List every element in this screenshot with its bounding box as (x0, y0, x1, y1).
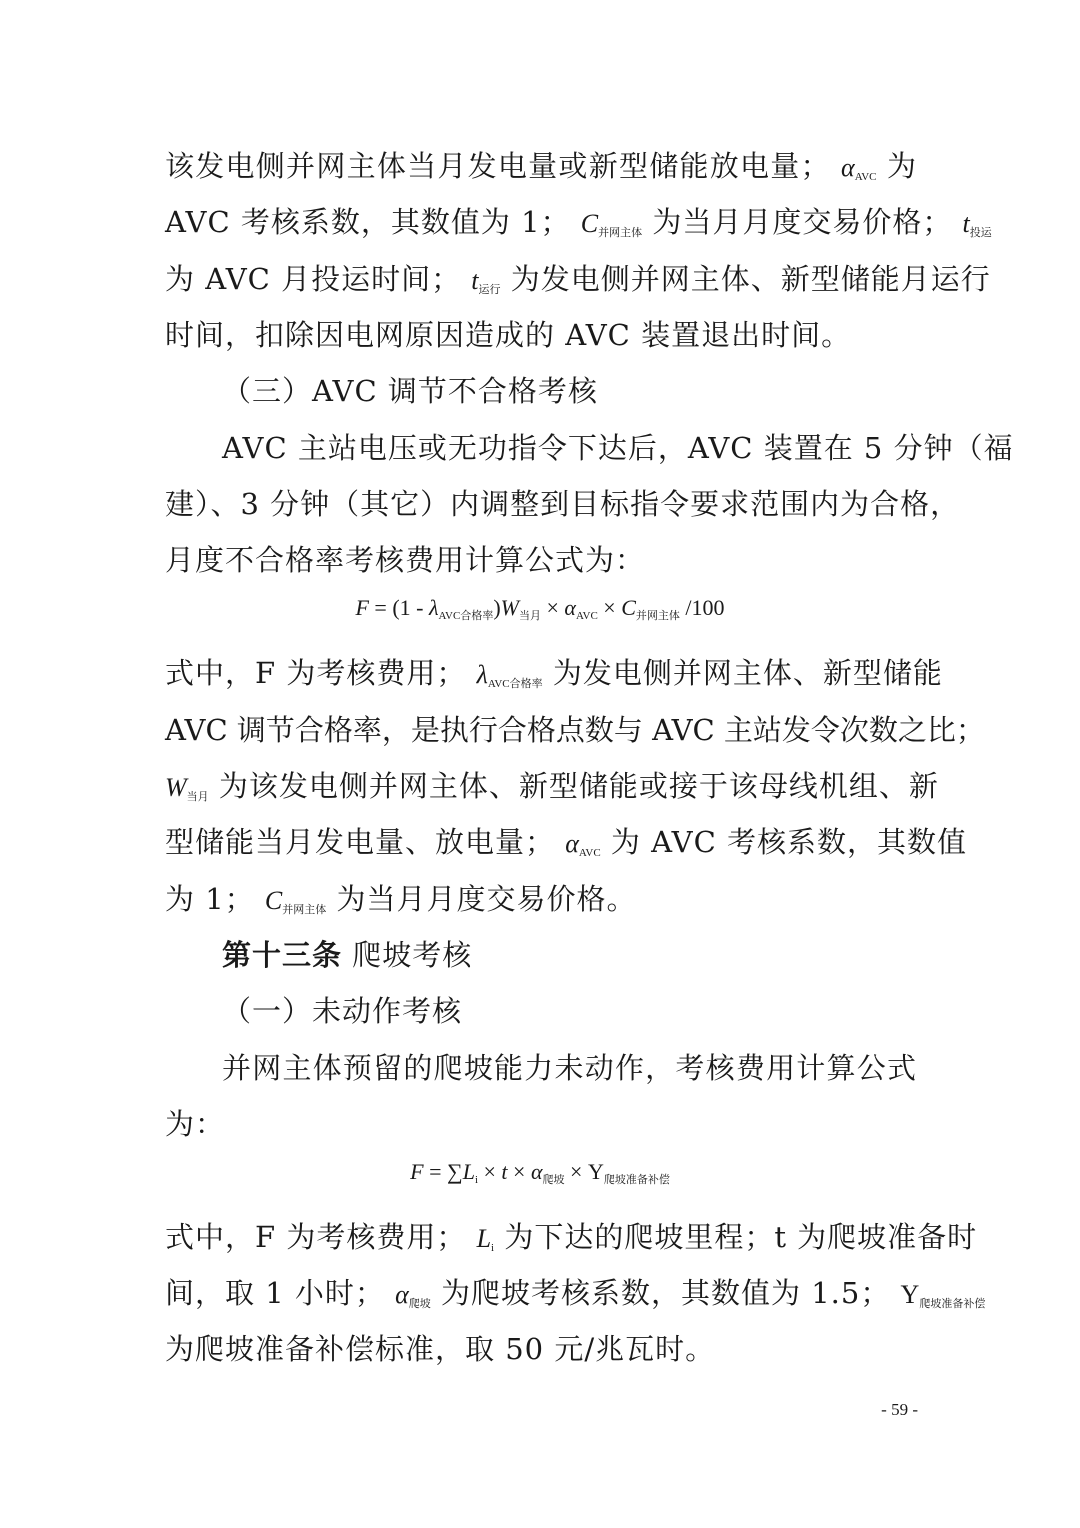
paragraph-line: 建）、3 分钟（其它）内调整到目标指令要求范围内为合格， (165, 487, 961, 521)
math-symbol: $\alpha_{AVC}$ (841, 153, 877, 183)
paragraph-line: AVC 主站电压或无功指令下达后，AVC 装置在 5 分钟（福 (222, 431, 1014, 465)
paragraph-line (165, 758, 939, 814)
section-heading: （三）AVC 调节不合格考核 (222, 374, 598, 408)
page-number: - 59 - (881, 1400, 918, 1419)
paragraph-line (165, 251, 991, 307)
paragraph-line (165, 194, 992, 250)
text-run: 为发电侧并网主体、新型储能月运行 (510, 262, 991, 296)
text-run: 为 AVC 考核系数，其数值 (610, 825, 967, 859)
math-symbol: $\alpha_{AVC}$ (565, 829, 601, 859)
section-heading: （一）未动作考核 (222, 994, 463, 1028)
paragraph-line (165, 645, 943, 701)
text-run: 为该发电侧并网主体、新型储能或接于该母线机组、新 (218, 769, 939, 803)
text-run: 式中，F 为考核费用； (165, 656, 467, 690)
text-run: 为发电侧并网主体、新型储能 (552, 656, 943, 690)
formula-avc-assessment: $F = (1 - \lambda_{AVC合格率})W_{当月} \times \alpha_{AVC} \times C_{并网主体}$ /100 (355, 595, 725, 622)
math-symbol: $C_{并网主体}$ (264, 886, 327, 916)
article-heading (222, 927, 917, 983)
math-symbol: $L_i$ (476, 1224, 495, 1254)
text-run: 为当月月度交易价格。 (336, 882, 637, 916)
paragraph-line (165, 138, 917, 194)
text-run: 为当月月度交易价格； (652, 205, 953, 239)
math-symbol: $t_{投运}$ (962, 209, 992, 239)
paragraph-line: 并网主体预留的爬坡能力未动作，考核费用计算公式 (222, 1051, 917, 1085)
math-symbol: $C_{并网主体}$ (580, 209, 643, 239)
text-run: 为下达的爬坡里程；t 为爬坡准备时 (504, 1220, 978, 1254)
article-title: 爬坡考核 (352, 938, 473, 972)
math-symbol: $t_{运行}$ (471, 266, 501, 296)
text-run: 间，取 1 小时； (165, 1276, 385, 1310)
math-symbol: $Y_{爬坡准备补偿}$ (900, 1280, 986, 1310)
math-symbol: $W_{当月}$ (165, 773, 209, 803)
text-run: 为爬坡考核系数，其数值为 1.5； (440, 1276, 891, 1310)
paragraph-line: 为爬坡准备补偿标准，取 50 元/兆瓦时。 (165, 1332, 716, 1366)
paragraph-line: 为： (165, 1107, 226, 1141)
math-symbol: $\alpha_{爬坡}$ (395, 1280, 431, 1310)
text-run: 式中，F 为考核费用； (165, 1220, 467, 1254)
paragraph-line (165, 1209, 978, 1265)
paragraph-line (165, 871, 917, 927)
formula-ramp-assessment: $F = \sum L_i \times t \times \alpha_{爬坡} \times Y_{爬坡准备补偿}$ (410, 1159, 670, 1186)
text-run: 为 1； (165, 882, 255, 916)
text-run: 该发电侧并网主体当月发电量或新型储能放电量； (165, 149, 831, 183)
text-run: 为 AVC 月投运时间； (165, 262, 462, 296)
text-run: 型储能当月发电量、放电量； (165, 825, 556, 859)
paragraph-line: 月度不合格率考核费用计算公式为： (165, 543, 646, 577)
text-run: AVC 考核系数，其数值为 1； (165, 205, 571, 239)
text-run: 为 (886, 149, 917, 183)
math-symbol: $\lambda_{AVC合格率}$ (476, 660, 543, 690)
paragraph-line: AVC 调节合格率，是执行合格点数与 AVC 主站发令次数之比； (165, 713, 985, 747)
paragraph-line (165, 1265, 986, 1321)
article-label: 第十三条 (222, 938, 343, 972)
paragraph-line (165, 814, 967, 870)
paragraph-line: 时间，扣除因电网原因造成的 AVC 装置退出时间。 (165, 318, 852, 352)
